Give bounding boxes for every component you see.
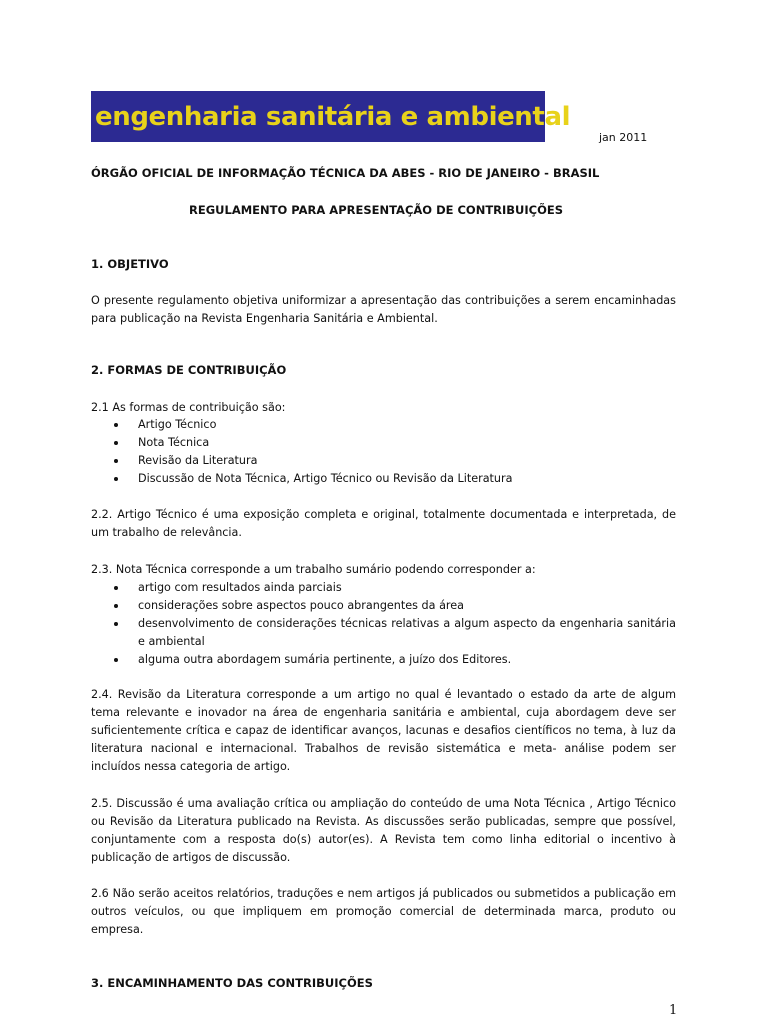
list-item: artigo com resultados ainda parciais bbox=[91, 579, 676, 597]
list-item: Nota Técnica bbox=[91, 434, 676, 452]
document-title: REGULAMENTO PARA APRESENTAÇÃO DE CONTRIBUIÇÕES bbox=[189, 203, 564, 217]
issue-date: jan 2011 bbox=[599, 131, 648, 144]
bullet-icon bbox=[114, 622, 118, 626]
list-item: Artigo Técnico bbox=[91, 416, 676, 434]
org-line: ÓRGÃO OFICIAL DE INFORMAÇÃO TÉCNICA DA ABES - RIO DE JANEIRO - BRASIL bbox=[91, 166, 600, 180]
journal-logo-banner bbox=[91, 91, 571, 142]
page-number: 1 bbox=[669, 1003, 678, 1018]
list-item: desenvolvimento de considerações técnicas relativas a algum aspecto da engenharia sanitária e ambiental bbox=[91, 615, 676, 651]
p23-intro: 2.3. Nota Técnica corresponde a um trabalho sumário podendo corresponder a: bbox=[91, 563, 536, 576]
p26-text: 2.6 Não serão aceitos relatórios, traduções e nem artigos já publicados ou submetidos a publicação em outros veículos, ou que impliquem em promoção comercial de determinada marca, produto ou empresa. bbox=[91, 887, 676, 936]
section-2-heading: 2. FORMAS DE CONTRIBUIÇÃO bbox=[91, 363, 287, 377]
p22-text: 2.2. Artigo Técnico é uma exposição completa e original, totalmente documentada e interpretada, de um trabalho de relevância. bbox=[91, 508, 676, 539]
bullet-icon bbox=[114, 586, 118, 590]
section-3-heading: 3. ENCAMINHAMENTO DAS CONTRIBUIÇÕES bbox=[91, 976, 373, 990]
list-item: considerações sobre aspectos pouco abrangentes da área bbox=[91, 597, 676, 615]
section-1-heading: 1. OBJETIVO bbox=[91, 257, 169, 271]
p24-text: 2.4. Revisão da Literatura corresponde a um artigo no qual é levantado o estado da arte de algum tema relevante e inovador na área de engenharia sanitária e ambiental, cuja abordagem deve ser suficientemente crítica e capaz de identificar avanços, lacunas e desafios científicos no tema, à luz da literatura nacional e internacional. Trabalhos de revisão sistemática e meta- análise podem ser incluídos nessa categoria de artigo. bbox=[91, 688, 676, 773]
contribution-types-list bbox=[91, 416, 676, 488]
bullet-icon bbox=[114, 441, 118, 445]
note-types-list bbox=[91, 579, 676, 669]
bullet-icon bbox=[114, 423, 118, 427]
list-item: alguma outra abordagem sumária pertinente, a juízo dos Editores. bbox=[91, 651, 676, 669]
bullet-icon bbox=[114, 604, 118, 608]
p21-intro: 2.1 As formas de contribuição são: bbox=[91, 401, 286, 414]
bullet-icon bbox=[114, 459, 118, 463]
list-item: Revisão da Literatura bbox=[91, 452, 676, 470]
bullet-icon bbox=[114, 477, 118, 481]
journal-logo-text: engenharia sanitária e ambiental bbox=[95, 101, 571, 132]
section-1-text: O presente regulamento objetiva uniformizar a apresentação das contribuições a serem encaminhadas para publicação na Revista Engenharia Sanitária e Ambiental. bbox=[91, 294, 676, 325]
bullet-icon bbox=[114, 658, 118, 662]
p25-text: 2.5. Discussão é uma avaliação crítica ou ampliação do conteúdo de uma Nota Técnica , Artigo Técnico ou Revisão da Literatura publicado na Revista. As discussões serão publicadas, sempre que possível, conjuntamente com a resposta do(s) autor(es). A Revista tem como linha editorial o incentivo à publicação de artigos de discussão. bbox=[91, 797, 676, 864]
list-item: Discussão de Nota Técnica, Artigo Técnico ou Revisão da Literatura bbox=[91, 470, 676, 488]
